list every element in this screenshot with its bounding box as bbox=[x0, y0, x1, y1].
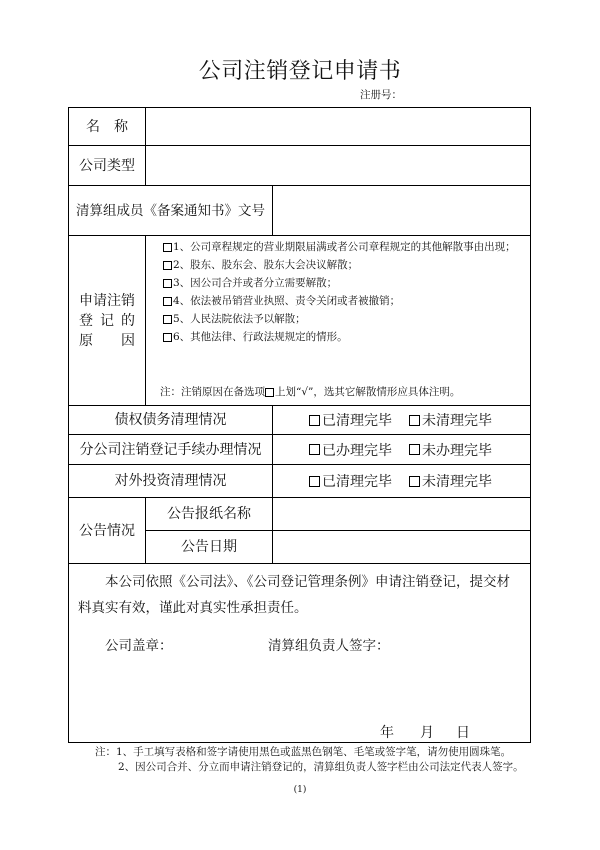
checkbox-icon[interactable] bbox=[409, 415, 420, 426]
debt-not-cleared-option[interactable] bbox=[409, 406, 492, 434]
company-seal-label: 公司盖章： bbox=[105, 638, 173, 654]
company-name-label: 名 称 bbox=[86, 118, 128, 135]
branch-done-option-label: 已办理完毕 bbox=[322, 442, 392, 459]
checkbox-icon[interactable] bbox=[409, 476, 420, 487]
checkbox-icon[interactable] bbox=[309, 444, 320, 455]
declaration-cell bbox=[68, 563, 531, 743]
application-form-table bbox=[68, 107, 531, 743]
investment-clearance-status-cell bbox=[272, 464, 531, 498]
dissolution-reason-list bbox=[163, 238, 516, 346]
investment-clearance-label: 对外投资清理情况 bbox=[114, 473, 227, 489]
company-type-label-cell bbox=[68, 145, 146, 186]
page-number: (1) bbox=[293, 785, 307, 795]
company-type-field[interactable] bbox=[145, 145, 531, 186]
liquidation-lead-signature-label: 清算组负责人签字： bbox=[268, 638, 390, 654]
dissolution-reason-option[interactable] bbox=[163, 310, 516, 328]
branch-deregistration-status-cell bbox=[272, 434, 531, 465]
investment-not-cleared-option-label: 未清理完毕 bbox=[422, 474, 492, 490]
branch-deregistration-label-cell bbox=[68, 434, 273, 465]
checkbox-icon[interactable] bbox=[163, 261, 172, 270]
checkbox-icon[interactable] bbox=[163, 333, 172, 342]
date-month-label: 月 bbox=[420, 725, 434, 741]
announcement-label-cell bbox=[68, 497, 146, 564]
branch-not-done-option[interactable] bbox=[409, 435, 492, 464]
company-name-label-cell bbox=[68, 107, 146, 146]
date-year-label: 年 bbox=[380, 725, 394, 741]
announcement-label: 公告情况 bbox=[79, 522, 135, 539]
checkbox-icon[interactable] bbox=[309, 476, 320, 487]
branch-not-done-option-label: 未办理完毕 bbox=[422, 442, 492, 459]
announcement-date-label-cell bbox=[145, 530, 273, 564]
declaration-line: 料真实有效，谨此对真实性承担责任。 bbox=[78, 600, 308, 616]
checkbox-icon bbox=[265, 388, 274, 397]
liquidation-doc-no-label: 清算组成员《备案通知书》文号 bbox=[76, 202, 265, 219]
dissolution-reason-option[interactable] bbox=[163, 328, 516, 346]
checkbox-icon[interactable] bbox=[163, 243, 172, 252]
date-day-label: 日 bbox=[456, 725, 470, 741]
branch-deregistration-label: 分公司注销登记手续办理情况 bbox=[79, 441, 262, 458]
branch-done-option[interactable] bbox=[309, 435, 392, 464]
liquidation-doc-no-label-cell bbox=[68, 185, 273, 236]
checkbox-icon[interactable] bbox=[163, 315, 172, 324]
reason-note-text-before: 注：注销原因在备选项 bbox=[160, 386, 265, 398]
registration-number-label: 注册号： bbox=[360, 89, 402, 101]
debt-clearance-label: 债权债务清理情况 bbox=[114, 412, 227, 428]
reason-instruction-note bbox=[160, 384, 460, 400]
dissolution-reason-label-line: 申请注销 bbox=[79, 292, 135, 309]
dissolution-reason-label-line: 登 记 的 bbox=[79, 312, 135, 329]
investment-cleared-option-label: 已清理完毕 bbox=[322, 474, 392, 490]
announcement-newspaper-label-cell bbox=[145, 497, 273, 531]
dissolution-reason-option-label: 6、其他法律、行政法规规定的情形。 bbox=[173, 331, 348, 343]
investment-clearance-label-cell bbox=[68, 464, 273, 498]
dissolution-reason-option-label: 3、因公司合并或者分立需要解散； bbox=[173, 277, 338, 289]
company-type-label: 公司类型 bbox=[79, 157, 135, 174]
footnote-line: 注：1、手工填写表格和签字请使用黑色或蓝黑色钢笔、毛笔或签字笔，请勿使用圆珠笔。 bbox=[95, 746, 512, 758]
checkbox-icon[interactable] bbox=[163, 279, 172, 288]
dissolution-reason-option-label: 2、股东、股东会、股东大会决议解散； bbox=[173, 259, 359, 271]
debt-cleared-option[interactable] bbox=[309, 406, 392, 434]
investment-cleared-option[interactable] bbox=[309, 465, 392, 497]
dissolution-reason-option[interactable] bbox=[163, 238, 516, 256]
debt-cleared-option-label: 已清理完毕 bbox=[322, 413, 392, 429]
announcement-date-field[interactable] bbox=[272, 530, 531, 564]
dissolution-reason-option-label: 4、依法被吊销营业执照、责令关闭或者被撤销； bbox=[173, 295, 401, 307]
checkbox-icon[interactable] bbox=[309, 415, 320, 426]
announcement-newspaper-label: 公告报纸名称 bbox=[167, 506, 251, 522]
company-name-field[interactable] bbox=[145, 107, 531, 146]
footnotes bbox=[95, 745, 524, 775]
dissolution-reason-option-label: 1、公司章程规定的营业期限届满或者公司章程规定的其他解散事由出现； bbox=[173, 241, 516, 253]
reason-note-text-after: 上划“√”，选其它解散情形应具体注明。 bbox=[275, 386, 461, 398]
footnote-line: 2、因公司合并、分立而申请注销登记的，清算组负责人签字栏由公司法定代表人签字。 bbox=[118, 761, 524, 773]
declaration-paragraph bbox=[78, 569, 510, 621]
document-title: 公司注销登记申请书 bbox=[198, 59, 402, 84]
liquidation-doc-no-field[interactable] bbox=[272, 185, 531, 236]
investment-not-cleared-option[interactable] bbox=[409, 465, 492, 497]
dissolution-reason-option[interactable] bbox=[163, 292, 516, 310]
announcement-newspaper-field[interactable] bbox=[272, 497, 531, 531]
dissolution-reason-options-cell bbox=[145, 235, 531, 406]
checkbox-icon[interactable] bbox=[163, 297, 172, 306]
dissolution-reason-option-label: 5、人民法院依法予以解散； bbox=[173, 313, 306, 325]
declaration-line: 本公司依照《公司法》、《公司登记管理条例》申请注销登记，提交材 bbox=[105, 574, 510, 590]
dissolution-reason-label-line: 原 因 bbox=[79, 332, 135, 349]
dissolution-reason-option[interactable] bbox=[163, 256, 516, 274]
debt-clearance-label-cell bbox=[68, 405, 273, 435]
announcement-date-label: 公告日期 bbox=[181, 539, 237, 555]
dissolution-reason-label-cell bbox=[68, 235, 146, 406]
checkbox-icon[interactable] bbox=[409, 444, 420, 455]
debt-clearance-status-cell bbox=[272, 405, 531, 435]
debt-not-cleared-option-label: 未清理完毕 bbox=[422, 413, 492, 429]
dissolution-reason-option[interactable] bbox=[163, 274, 516, 292]
